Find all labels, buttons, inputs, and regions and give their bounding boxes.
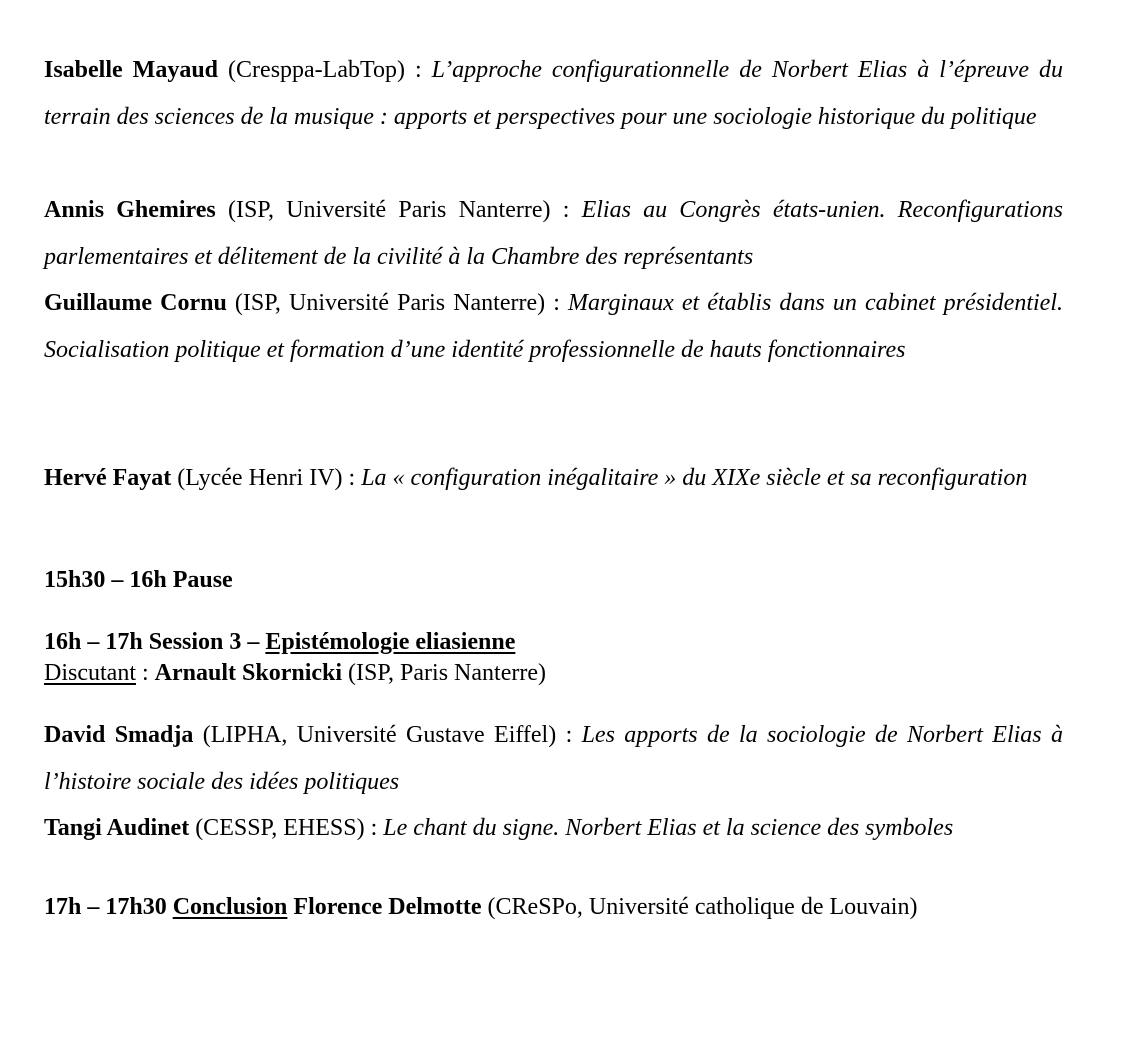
speaker-affiliation: (LIPHA, Université Gustave Eiffel) : — [193, 722, 582, 748]
talk-title: La « configuration inégalitaire » du XIXe siècle et sa reconfiguration — [361, 465, 1028, 491]
pause-line — [44, 565, 233, 595]
talk-entry — [44, 280, 1063, 373]
talk-entry — [44, 47, 1063, 140]
conclusion-label: Conclusion — [172, 894, 288, 920]
talk-title: L’approche configurationnelle de Norbert Elias à l’épreuve du terrain des sciences de la musique : apports et perspectives pour une sociologie historique du politique — [44, 57, 1063, 130]
talk-entry — [44, 805, 1063, 852]
conclusion-time: 17h – 17h30 — [44, 894, 173, 920]
discussant-line — [44, 658, 546, 688]
speaker-name: Guillaume Cornu — [44, 290, 227, 316]
conclusion-affiliation: (CReSPo, Université catholique de Louvain) — [481, 894, 918, 920]
speaker-affiliation: (CESSP, EHESS) : — [189, 815, 384, 841]
talk-title: Elias au Congrès états-unien. Reconfigurations parlementaires et délitement de la civilité à la Chambre des représentants — [44, 197, 1064, 270]
talk-entry — [44, 461, 1063, 496]
discussant-separator: : — [135, 660, 155, 686]
speaker-name: David Smadja — [44, 722, 194, 748]
talk-title: Les apports de la sociologie de Norbert Elias à l’histoire sociale des idées politiques — [44, 722, 1063, 795]
speaker-affiliation: (ISP, Université Paris Nanterre) : — [215, 197, 582, 223]
conclusion-line — [44, 892, 917, 922]
speaker-name: Isabelle Mayaud — [44, 57, 219, 83]
talk-entry — [44, 187, 1063, 280]
speaker-affiliation: (Lycée Henri IV) : — [171, 465, 362, 491]
speaker-name: Annis Ghemires — [44, 197, 216, 223]
talk-title: Marginaux et établis dans un cabinet présidentiel. Socialisation politique et formation d’une identité professionnelle de hauts fonctionnaires — [44, 290, 1063, 363]
talk-entry — [44, 712, 1063, 805]
speaker-affiliation: (Cresppa-LabTop) : — [218, 57, 432, 83]
discussant-label: Discutant — [44, 660, 136, 686]
discussant-affiliation: (ISP, Paris Nanterre) — [342, 660, 546, 686]
conclusion-speaker: Florence Delmotte — [287, 894, 482, 920]
speaker-name: Hervé Fayat — [44, 465, 172, 491]
discussant-name: Arnault Skornicki — [154, 660, 343, 686]
session-heading — [44, 627, 515, 657]
session-time: 16h – 17h Session 3 – — [44, 629, 266, 655]
pause-label: 15h30 – 16h Pause — [44, 567, 233, 593]
speaker-affiliation: (ISP, Université Paris Nanterre) : — [226, 290, 569, 316]
session-topic: Epistémologie eliasienne — [265, 629, 516, 655]
talk-title: Le chant du signe. Norbert Elias et la science des symboles — [383, 815, 954, 841]
speaker-name: Tangi Audinet — [44, 815, 190, 841]
